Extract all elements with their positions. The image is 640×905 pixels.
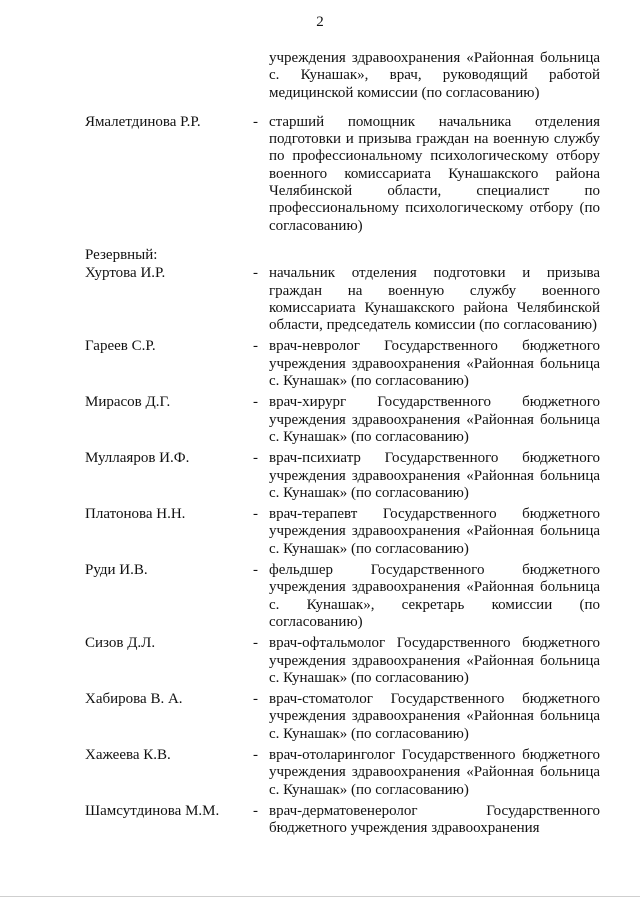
- reserve-entry: [85, 338, 605, 390]
- reserve-entry: [85, 803, 605, 838]
- reserve-name: Платонова Н.Н.: [85, 506, 186, 523]
- continued-position-text: учреждения здравоохранения «Районная больница с. Кунашак», врач, руководящий работой медицинской комиссии (по согласованию): [269, 50, 600, 101]
- reserve-name: Сизов Д.Л.: [85, 635, 156, 652]
- reserve-dash: -: [253, 506, 258, 523]
- reserve-dash: -: [253, 562, 258, 579]
- reserve-position: врач-дерматовенеролог Государственного бюджетного учреждения здравоохранения: [269, 802, 600, 837]
- page-number: 2: [316, 14, 324, 30]
- continued-dash-blank: [253, 50, 269, 102]
- document-body: [85, 50, 605, 841]
- reserve-dash: -: [253, 635, 258, 652]
- reserve-position: врач-хирург Государственного бюджетного учреждения здравоохранения «Районная больница с. Кунашак» (по согласованию): [269, 394, 600, 445]
- reserve-position: фельдшер Государственного бюджетного учреждения здравоохранения «Районная больница с. Кунашак», секретарь комиссии (по согласованию): [269, 562, 600, 630]
- reserve-name: Хуртова И.Р.: [85, 265, 166, 282]
- page-bottom-edge: [0, 896, 640, 897]
- reserve-position: врач-терапевт Государственного бюджетного учреждения здравоохранения «Районная больница с. Кунашак» (по согласованию): [269, 506, 600, 557]
- reserve-entry: [85, 394, 605, 446]
- reserve-dash: -: [253, 450, 258, 467]
- reserve-entry: [85, 506, 605, 558]
- member-position: старший помощник начальника отделения подготовки и призыва граждан на военную службу по профессиональному психологическому отбору военного комиссариата Кунашакского района Челябинской области, специалист по профессиональному психологическому отбору (по согласованию): [269, 113, 600, 234]
- reserve-position: врач-стоматолог Государственного бюджетного учреждения здравоохранения «Районная больница с. Кунашак» (по согласованию): [269, 691, 600, 742]
- reserve-entry: [85, 635, 605, 687]
- reserve-entry: [85, 562, 605, 631]
- reserve-name: Хажеева К.В.: [85, 746, 171, 763]
- reserve-position: врач-невролог Государственного бюджетного учреждения здравоохранения «Районная больница с. Кунашак» (по согласованию): [269, 338, 600, 390]
- member-dash: -: [253, 113, 258, 130]
- reserve-position: врач-офтальмолог Государственного бюджетного учреждения здравоохранения «Районная больница с. Кунашак» (по согласованию): [269, 635, 600, 686]
- reserve-dash: -: [253, 338, 258, 355]
- reserve-dash: -: [253, 746, 258, 763]
- reserve-entry: [85, 691, 605, 743]
- reserve-entry: [85, 265, 605, 334]
- reserve-dash: -: [253, 691, 258, 708]
- reserve-dash: -: [253, 265, 258, 282]
- reserve-name: Шамсутдинова М.М.: [85, 802, 220, 819]
- reserve-name: Гареев С.Р.: [85, 338, 156, 355]
- continued-entry: [85, 50, 605, 102]
- reserve-dash: -: [253, 802, 258, 819]
- reserve-name: Руди И.В.: [85, 562, 148, 579]
- reserve-position: врач-отоларинголог Государственного бюджетного учреждения здравоохранения «Районная больница с. Кунашак» (по согласованию): [269, 746, 600, 798]
- reserve-position: начальник отделения подготовки и призыва граждан на военную службу военного комиссариата Кунашакского района Челябинской области, председатель комиссии (по согласованию): [269, 265, 600, 334]
- reserve-position: врач-психиатр Государственного бюджетного учреждения здравоохранения «Районная больница с. Кунашак» (по согласованию): [269, 450, 600, 501]
- continued-name-blank: [85, 50, 253, 102]
- reserve-dash: -: [253, 394, 258, 411]
- reserve-entry: [85, 450, 605, 502]
- member-name: Ямалетдинова Р.Р.: [85, 113, 201, 130]
- reserve-name: Хабирова В. А.: [85, 691, 183, 708]
- reserve-name: Мирасов Д.Г.: [85, 394, 171, 411]
- reserve-entry: [85, 747, 605, 799]
- reserve-section-label: Резервный:: [85, 246, 158, 263]
- member-entry: [85, 114, 605, 235]
- reserve-name: Муллаяров И.Ф.: [85, 450, 190, 467]
